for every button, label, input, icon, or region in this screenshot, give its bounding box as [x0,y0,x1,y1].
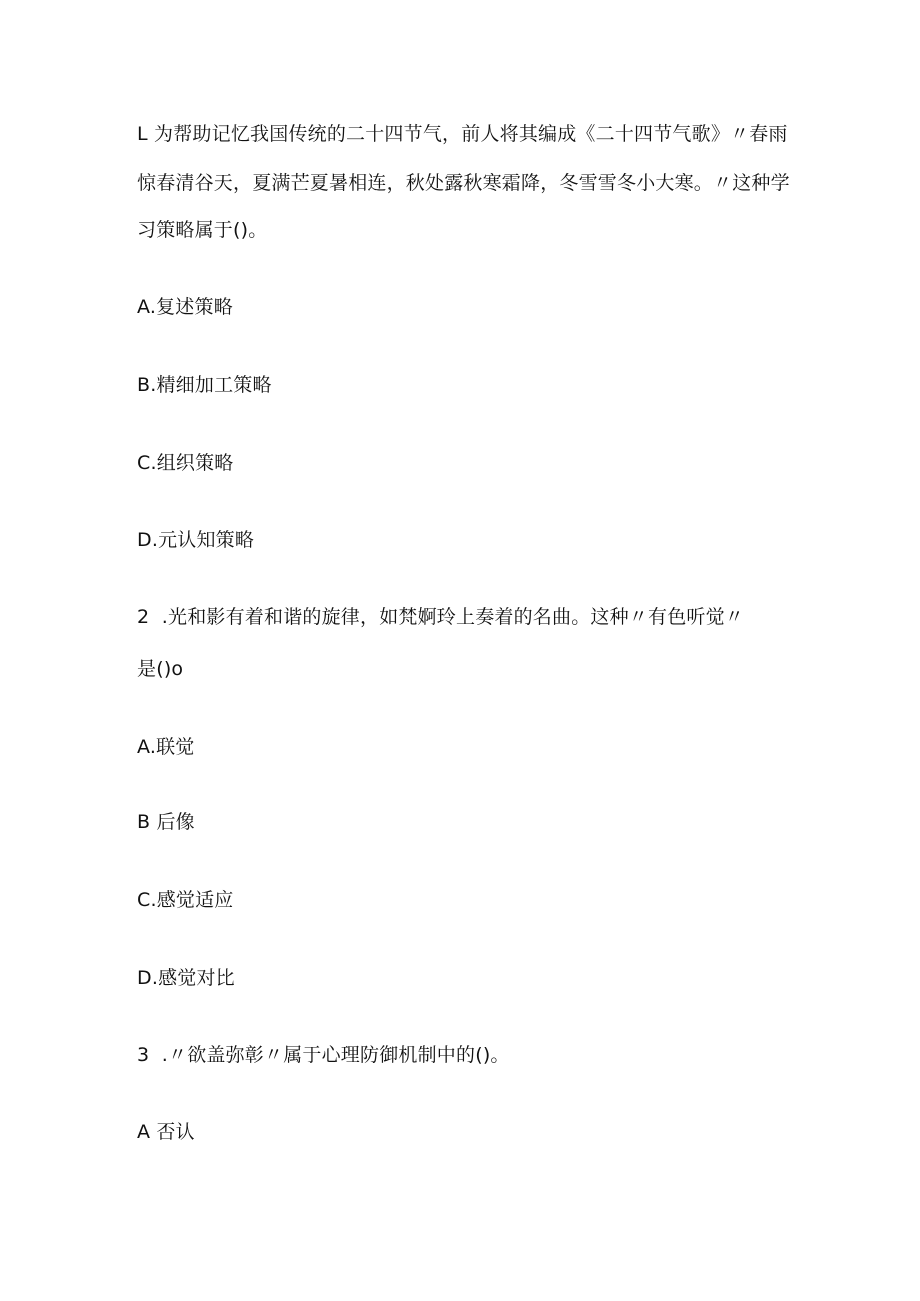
question-1-option-c: C.组织策略 [137,452,234,474]
question-2-option-a: A.联觉 [137,736,195,758]
question-1-option-a: A.复述策略 [137,296,233,318]
question-2-option-d: D.感觉对比 [137,967,235,989]
question-3-stem-line-1: 3 .〃欲盖弥彰〃属于心理防御机制中的()。 [137,1044,510,1066]
question-2-stem-line-1: 2 .光和影有着和谐的旋律，如梵婀玲上奏着的名曲。这种〃有色听觉〃 [137,606,745,628]
question-1-option-d: D.元认知策略 [137,529,255,551]
question-3-option-a: A 否认 [137,1121,195,1143]
question-2-option-c: C.感觉适应 [137,889,234,911]
question-1-stem-line-3: 习策略属于()。 [137,219,268,241]
question-2-stem-line-2: 是()o [137,658,184,680]
question-1-stem-line-1: L 为帮助记忆我国传统的二十四节气，前人将其编成《二十四节气歌》〃春雨 [137,123,788,145]
question-2-option-b: B 后像 [137,811,195,833]
question-1-stem-line-2: 惊春清谷天，夏满芒夏暑相连，秋处露秋寒霜降，冬雪雪冬小大寒。〃这种学 [137,172,790,194]
question-1-option-b: B.精细加工策略 [137,374,272,396]
